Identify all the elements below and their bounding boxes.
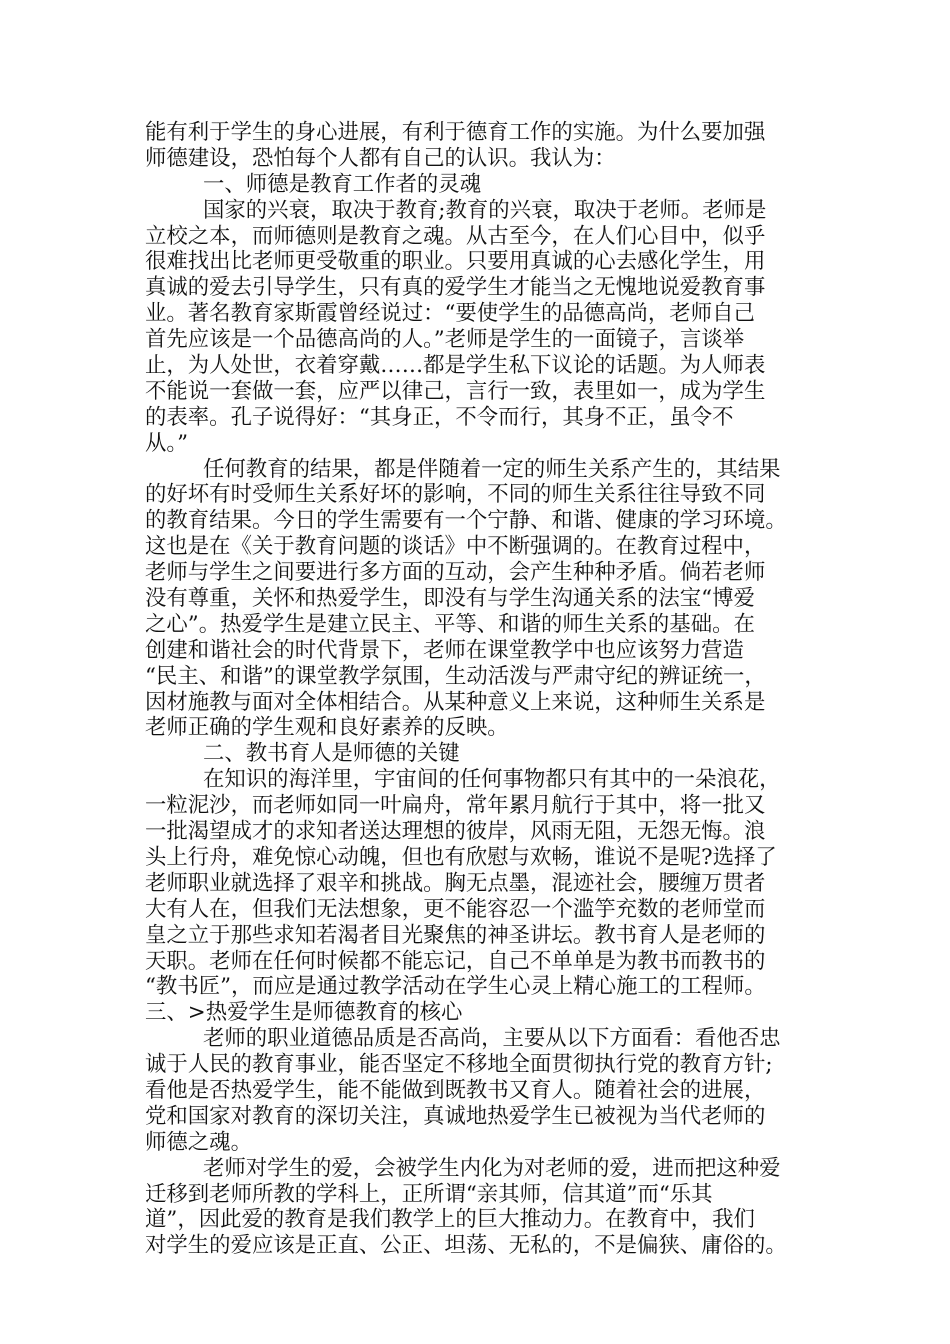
- text-line: 三、>热爱学生是师德教育的核心: [145, 1000, 463, 1026]
- text-line: 很难找出比老师更受敬重的职业。只要用真诚的心去感化学生，用: [145, 249, 766, 275]
- text-line: 老师职业就选择了艰辛和挑战。胸无点墨，混迹社会，腰缠万贯者: [145, 870, 766, 896]
- text-line: 一批渴望成才的求知者送达理想的彼岸，风雨无阻，无怨无悔。浪: [145, 819, 766, 845]
- text-line: 的表率。孔子说得好：“其身正，不令而行，其身不正，虽令不: [145, 404, 734, 430]
- text-line: 师德建设，恐怕每个人都有自己的认识。我认为：: [145, 145, 616, 171]
- text-line: 二、教书育人是师德的关键: [203, 741, 460, 767]
- text-line: 因材施教与面对全体相结合。从某种意义上来说，这种师生关系是: [145, 689, 766, 715]
- text-line: 能有利于学生的身心进展，有利于德育工作的实施。为什么要加强: [145, 120, 766, 145]
- text-line: 任何教育的结果，都是伴随着一定的师生关系产生的，其结果: [203, 456, 781, 482]
- text-line: 皇之立于那些求知若渴者目光聚焦的神圣讲坛。教书育人是老师的: [145, 922, 766, 948]
- text-line: 的教育结果。今日的学生需要有一个宁静、和谐、健康的学习环境。: [145, 508, 787, 534]
- text-line: 的好坏有时受师生关系好坏的影响，不同的师生关系往往导致不同: [145, 482, 766, 508]
- text-line: 真诚的爱去引导学生，只有真的爱学生才能当之无愧地说爱教育事: [145, 275, 766, 301]
- text-line: 看他是否热爱学生，能不能做到既教书又育人。随着社会的进展，: [145, 1077, 766, 1103]
- text-line: 止，为人处世，衣着穿戴……都是学生私下议论的话题。为人师表: [145, 353, 766, 379]
- text-line: 首先应该是一个品德高尚的人。”老师是学生的一面镜子，言谈举: [145, 327, 745, 353]
- text-line: 诚于人民的教育事业，能否坚定不移地全面贯彻执行党的教育方针;: [145, 1052, 773, 1078]
- text-line: 立校之本，而师德则是教育之魂。从古至今，在人们心目中，似乎: [145, 223, 766, 249]
- text-line: “教书匠”，而应是通过教学活动在学生心灵上精心施工的工程师。: [145, 974, 766, 1000]
- text-line: 创建和谐社会的时代背景下，老师在课堂教学中也应该努力营造: [145, 637, 744, 663]
- text-line: 天职。老师在任何时候都不能忘记，自己不单单是为教书而教书的: [145, 948, 766, 974]
- text-line: 师德之魂。: [145, 1129, 252, 1155]
- text-line: 道”，因此爱的教育是我们教学上的巨大推动力。在教育中，我们: [145, 1207, 755, 1233]
- text-line: 老师的职业道德品质是否高尚，主要从以下方面看：看他否忠: [203, 1026, 781, 1052]
- text-line: 业。著名教育家斯霞曾经说过：“要使学生的品德高尚，老师自己: [145, 301, 755, 327]
- text-line: “民主、和谐”的课堂教学氛围，生动活泼与严肃守纪的辨证统一，: [145, 663, 766, 689]
- text-line: 党和国家对教育的深切关注，真诚地热爱学生已被视为当代老师的: [145, 1103, 766, 1129]
- text-line: 没有尊重，关怀和热爱学生，即没有与学生沟通关系的法宝“博爱: [145, 586, 755, 612]
- text-line: 对学生的爱应该是正直、公正、坦荡、无私的，不是偏狭、庸俗的。: [145, 1233, 787, 1259]
- text-line: 头上行舟，难免惊心动魄，但也有欣慰与欢畅，谁说不是呢?选择了: [145, 844, 777, 870]
- text-line: 国家的兴衰，取决于教育;教育的兴衰，取决于老师。老师是: [203, 197, 767, 223]
- text-line: 老师正确的学生观和良好素养的反映。: [145, 715, 509, 741]
- text-line: 不能说一套做一套，应严以律己，言行一致，表里如一，成为学生: [145, 378, 766, 404]
- text-line: 老师对学生的爱，会被学生内化为对老师的爱，进而把这种爱: [203, 1155, 781, 1181]
- document-body: [145, 120, 827, 1259]
- text-line: 这也是在《关于教育问题的谈话》中不断强调的。在教育过程中，: [145, 534, 766, 560]
- text-line: 老师与学生之间要进行多方面的互动，会产生种种矛盾。倘若老师: [145, 560, 766, 586]
- text-line: 大有人在，但我们无法想象，更不能容忍一个滥竽充数的老师堂而: [145, 896, 766, 922]
- text-line: 一、师德是教育工作者的灵魂: [203, 171, 482, 197]
- text-line: 一粒泥沙，而老师如同一叶扁舟，常年累月航行于其中，将一批又: [145, 793, 766, 819]
- text-line: 从。”: [145, 430, 189, 456]
- text-line: 在知识的海洋里，宇宙间的任何事物都只有其中的一朵浪花，: [203, 767, 781, 793]
- text-line: 之心”。热爱学生是建立民主、平等、和谐的师生关系的基础。在: [145, 611, 755, 637]
- text-line: 迁移到老师所教的学科上，正所谓“亲其师，信其道”而“乐其: [145, 1181, 713, 1207]
